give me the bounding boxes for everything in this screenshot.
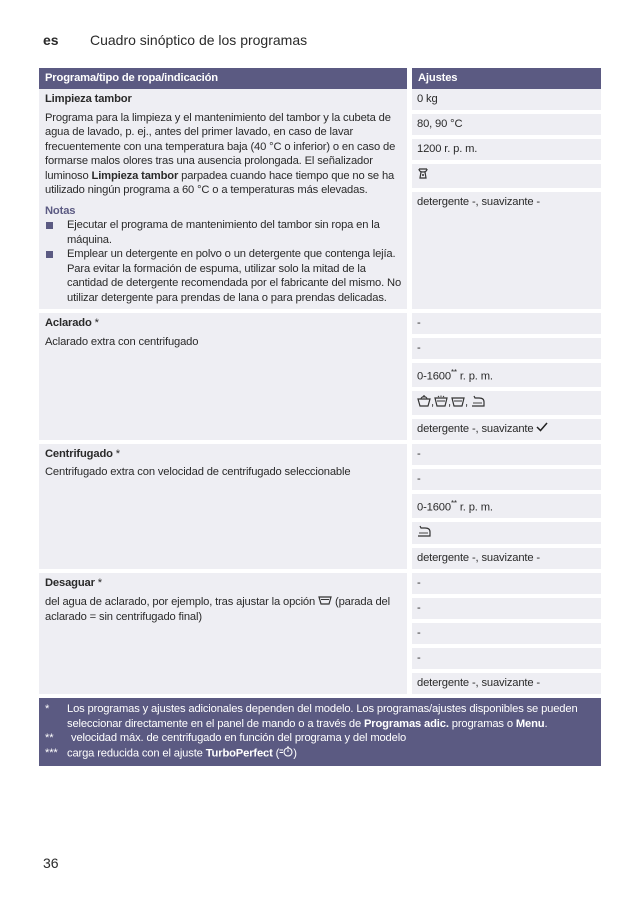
setting-fabric: -: [412, 648, 601, 673]
setting-load: 0 kg: [412, 89, 601, 114]
section-title: Cuadro sinóptico de los programas: [90, 32, 308, 48]
iron-icon: [417, 525, 431, 542]
program-star: *: [97, 577, 102, 590]
setting-spin: 1200 r. p. m.: [412, 139, 601, 164]
program-star: *: [94, 317, 99, 329]
program-cell: [39, 311, 410, 442]
program-name: Aclarado *: [45, 317, 99, 329]
language-code: es: [43, 32, 59, 48]
note-item: Emplear un detergente en polvo o un detergente que contenga lejía. Para evitar la formación de espuma, utilizar solo la mitad de la cantidad de detergente recomendada por el fabricante del mismo. No utilizar detergente para prendas de lana o para prendas delicadas.: [45, 247, 401, 305]
basin-icon: [434, 395, 448, 412]
settings-cell: [410, 311, 602, 442]
setting-detergent: detergente -, suavizante: [412, 419, 601, 440]
setting-temperature: 80, 90 °C: [412, 114, 601, 139]
setting-fabric: [412, 164, 601, 192]
low-basin-icon: [451, 395, 465, 412]
iron-icon: [471, 395, 485, 412]
setting-fabric: , , ,: [412, 391, 601, 419]
settings-cell: [410, 89, 602, 311]
footnotes: [39, 696, 601, 766]
drum-icon: [417, 394, 431, 412]
program-cell: [39, 89, 410, 311]
program-name: Desaguar *: [45, 577, 102, 590]
footnote-2: ** velocidad máx. de centrifugado en función del programa y del modelo: [45, 732, 407, 745]
table-row: [39, 442, 601, 572]
setting-load: -: [412, 573, 601, 598]
program-star: *: [115, 447, 120, 460]
program-description: Aclarado extra con centrifugado: [45, 335, 199, 348]
setting-detergent: detergente -, suavizante -: [417, 677, 540, 690]
timer-icon: [279, 746, 293, 762]
setting-temperature: -: [412, 598, 601, 623]
col1-header: Programa/tipo de ropa/indicación: [39, 68, 410, 89]
setting-load: -: [412, 444, 601, 469]
program-name: Centrifugado *: [45, 447, 120, 460]
table-row: [39, 571, 601, 696]
program-description: del agua de aclarado, por ejemplo, tras ajustar la opción (parada del aclarado = sin centrifugado final): [45, 596, 390, 623]
program-table: [39, 68, 601, 766]
setting-spin: -: [412, 623, 601, 648]
page-number: 36: [43, 855, 59, 871]
setting-temperature: -: [412, 469, 601, 494]
program-cell: [39, 571, 410, 696]
square-bullet-icon: [46, 251, 53, 258]
setting-fabric: [412, 522, 601, 549]
check-icon: [536, 422, 548, 437]
program-description: Programa para la limpieza y el mantenimiento del tambor y la cubeta de agua de lavado, p. ej., antes del primer lavado, en caso de lavar frecuentemente con una temperatura baja (40 °C o inferior) o en caso de formarse malos olores tras una ausencia prolongada. El señalizador luminoso Limpieza tambor parpadea cuando hace tiempo que no se ha utilizado ningún programa a 60 °C o a temperaturas más elevadas.: [45, 111, 396, 196]
footnote-row: [39, 696, 601, 766]
page-header: [43, 32, 308, 48]
setting-detergent: detergente -, suavizante -: [417, 195, 540, 208]
program-name: Limpieza tambor: [45, 93, 132, 105]
settings-cell: [410, 442, 602, 572]
square-bullet-icon: [46, 222, 53, 229]
table-header-row: [39, 68, 601, 89]
setting-temperature: -: [412, 338, 601, 363]
basin-icon: [318, 595, 332, 610]
settings-cell: [410, 571, 602, 696]
footnote-3: *** carga reducida con el ajuste TurboPerfect ( ): [45, 746, 297, 760]
col2-header: Ajustes: [410, 68, 602, 89]
setting-spin: 0-1600** r. p. m.: [412, 363, 601, 391]
tub-icon: [417, 167, 429, 185]
table-row: [39, 311, 601, 442]
table-row: [39, 89, 601, 311]
program-description: Centrifugado extra con velocidad de centrifugado seleccionable: [45, 466, 351, 479]
notes-title: Notas: [45, 204, 76, 217]
setting-detergent: detergente -, suavizante -: [417, 552, 540, 565]
setting-spin: 0-1600** r. p. m.: [412, 494, 601, 522]
setting-load: -: [412, 313, 601, 338]
footnote-1: * Los programas y ajustes adicionales dependen del modelo. Los programas/ajustes disponibles se pueden seleccionar directamente en el panel de mando o a través de Programas adic. programas o Menu.: [45, 703, 578, 730]
program-cell: [39, 442, 410, 572]
note-item: Ejecutar el programa de mantenimiento del tambor sin ropa en la máquina.: [45, 218, 401, 247]
